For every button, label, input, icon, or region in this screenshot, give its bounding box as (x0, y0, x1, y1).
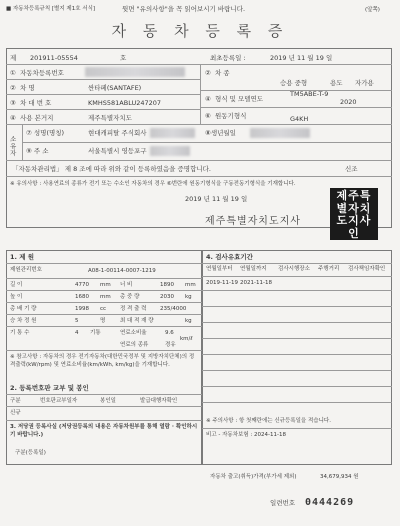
specs-title: 1. 제 원 (10, 253, 35, 261)
spec-unit-5: 기통 (90, 330, 101, 336)
number-label: 제 (10, 54, 17, 62)
fuel-label: 연료의 종류 (120, 342, 149, 348)
spec-right-value-0: 1890 (160, 282, 174, 288)
usage-label: 용도 (330, 79, 343, 87)
spec-value-2: 1680 (75, 294, 89, 300)
history-col-1: 번호판교부일자 (40, 398, 78, 404)
address-redacted (150, 146, 190, 156)
spec-label-2: 높 이 (10, 294, 23, 300)
inspection-col-4: 검사책임자확인 (348, 266, 386, 272)
spec-label-4: 승 차 정 원 (10, 318, 37, 324)
history-col-2: 봉인일 (100, 398, 116, 404)
right-num-3: ④ (205, 95, 211, 103)
model-value: TM5ABE-T-9 (290, 90, 329, 98)
right-num-1: ② (205, 69, 211, 77)
spec-unit-1: mm (100, 282, 111, 288)
price-value: 34,679,934 원 (320, 474, 359, 480)
spec-label-0: 제원관리번호 (10, 267, 42, 273)
page-title: 자 동 차 등 록 증 (111, 22, 289, 40)
row-num-4: ④ (10, 114, 16, 122)
inspection-col-3: 주행거리 (318, 266, 340, 272)
number-suffix: 호 (120, 54, 127, 62)
right-label-3: 형식 및 모델연도 (215, 95, 264, 103)
owner-redacted (150, 128, 195, 138)
caution-text: ※ 유의사항 : 사용연료의 종류가 전기 또는 수소인 자동차의 경우 ⑥번란에 원동기형식을 구동전동기형식을 기재합니다. (10, 181, 296, 187)
right-label-4: 원동기형식 (215, 112, 247, 120)
spec-value-1: 4770 (75, 282, 89, 288)
spec-right-label-0: 너 비 (120, 282, 133, 288)
history-col-0: 구분 (10, 398, 21, 404)
history-row-type: 신규 (10, 410, 21, 416)
spec-right-label-1: 총 중 량 (120, 294, 140, 300)
specs-note: ※ 참고사항 : 자동차의 경우 전기자동차(대한민국정부 및 지방자치단체)의 정격출력(kW/rpm) 및 연료소비율(km/kWh, km/kg)을 기재합니다. (10, 354, 195, 368)
usage-value: 자가용 (355, 79, 374, 87)
vin-value: KMHS581ABLU247207 (88, 99, 162, 107)
row-num-3: ③ (10, 99, 16, 107)
owner-addr-label: ⑨ 주 소 (26, 147, 49, 155)
spec-right-label-4: 연료소비율 (120, 330, 147, 336)
spec-value-5: 4 (75, 330, 79, 336)
row-num-1: ① (10, 69, 16, 77)
inspection-col-0: 연월일부터 (206, 266, 233, 272)
history-title: 2. 등록번호판 교부 및 봉인 (10, 384, 89, 392)
owner-name-label: ⑦ 성명(명칭) (26, 129, 65, 137)
birth-redacted (250, 128, 310, 138)
car-name-value: 싼타페(SANTAFE) (88, 84, 142, 92)
history-col-3: 발급대행자확인 (140, 398, 178, 404)
article-text: 「자동차관리법」 제 8 조에 따라 위와 같이 등록하였음을 증명합니다. (12, 165, 211, 173)
issue-date: 2019 년 11 월 19 일 (185, 195, 248, 203)
inspection-to: 2021-11-18 (240, 280, 272, 286)
engine-value: G4KH (290, 115, 309, 123)
apply-label: 신조 (345, 165, 358, 173)
spec-label-1: 길 이 (10, 282, 23, 288)
vehicle-type-value: 승용 중형 (280, 79, 308, 87)
spec-right-unit-1: kg (185, 294, 192, 300)
notice-text: 뒷면 "유의사항"을 꼭 읽어보시기 바랍니다. (122, 5, 246, 13)
mortgage-row-label: 구분(등록일) (15, 450, 46, 456)
spec-right-unit-0: mm (185, 282, 196, 288)
inspection-note: ※ 주의사항 : 항 첫째란에는 신규등록일을 적습니다. (206, 418, 331, 424)
model-year-value: 2020 (340, 98, 357, 106)
spec-label-5: 기 통 수 (10, 330, 30, 336)
spec-value-0: A08-1-00114-0007-1219 (88, 268, 156, 274)
issuer-name: 제주특별자치도지사 (205, 216, 301, 227)
serial-value: 0444269 (305, 497, 355, 508)
form-label: ■ 자동차등록규칙 [별지 제1호 서식] (6, 6, 96, 12)
spec-right-label-3: 최 대 적 재 량 (120, 318, 154, 324)
spec-value-3: 1998 (75, 306, 89, 312)
spec-right-value-4: 9.6 (165, 330, 174, 336)
spec-value-4: 5 (75, 318, 79, 324)
inspection-col-2: 검사시행장소 (278, 266, 310, 272)
row-label-4: 사용 본거지 (20, 114, 54, 122)
owner-group-label: 소유자 (10, 135, 17, 158)
spec-unit-4: 명 (100, 318, 106, 324)
inspection-from: 2019-11-19 (206, 280, 238, 286)
sheet-label: (앞쪽) (365, 7, 380, 13)
official-seal: 제주특별자치도지사인 (330, 188, 378, 240)
plate-redacted (85, 67, 185, 77)
row-num-2: ② (10, 84, 16, 92)
birth-label: ⑧생년월일 (205, 129, 236, 137)
mortgage-title: 3. 저당권 등록사실 (저당권등록의 내용은 자동차원부를 통해 열람 · 확인하시기 바랍니다.) (10, 424, 198, 438)
serial-label: 일련번호 (270, 499, 296, 507)
spec-right-unit-4: km/ℓ (180, 336, 193, 342)
row-label-1: 자동차등록번호 (20, 69, 64, 77)
fuel-value: 경유 (165, 342, 176, 348)
spec-unit-3: cc (100, 306, 107, 312)
first-reg-label: 최초등록일 : (210, 54, 246, 62)
owner-name-value: 현대캐피탈 주식회사 (88, 129, 147, 137)
inspection-title: 4. 검사유효기간 (206, 253, 253, 261)
right-label-1: 차 종 (215, 69, 230, 77)
price-label: 자동차 출고(취득)가격(부가세 제외) (210, 474, 297, 480)
number-value: 201911-05554 (30, 54, 78, 62)
owner-addr-value: 서울특별시 영등포구 (88, 147, 147, 155)
row-label-2: 차 명 (20, 84, 35, 92)
spec-right-value-1: 2030 (160, 294, 174, 300)
spec-label-3: 총 배 기 량 (10, 306, 37, 312)
right-num-4: ⑥ (205, 112, 211, 120)
inspection-extra: 비고 - 자동차보험 : 2024-11-18 (206, 432, 286, 438)
inspection-col-1: 연월일까지 (240, 266, 267, 272)
spec-right-value-2: 235/4000 (160, 306, 187, 312)
base-location-value: 제주특별자치도 (88, 114, 132, 122)
spec-right-label-2: 정 격 출 력 (120, 306, 147, 312)
spec-unit-2: mm (100, 294, 111, 300)
spec-right-unit-3: kg (185, 318, 192, 324)
first-reg-date: 2019 년 11 월 19 일 (270, 54, 333, 62)
row-label-3: 차 대 번 호 (20, 99, 52, 107)
